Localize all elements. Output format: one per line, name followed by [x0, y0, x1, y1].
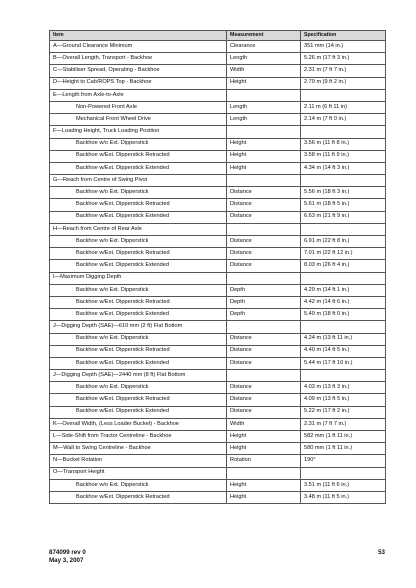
row-item: Backhoe w/o Ext. Dipperstick [50, 284, 227, 296]
row-measurement [227, 223, 301, 235]
table-row [50, 101, 386, 113]
row-item: Backhoe w/Ext. Dipperstick Extended [50, 211, 227, 223]
row-item: A—Ground Clearance Minimum [50, 41, 227, 53]
table-row [50, 138, 386, 150]
row-measurement: Height [227, 491, 301, 503]
row-item: L—Side-Shift from Tractor Centreline - Backhoe [50, 431, 227, 443]
row-specification: 5.22 m (17 ft 2 in.) [301, 406, 386, 418]
table-row [50, 89, 386, 101]
row-item: Backhoe w/Ext. Dipperstick Extended [50, 309, 227, 321]
table-row [50, 211, 386, 223]
row-item: J—Digging Depth (SAE)—2440 mm (8 ft) Flat Bottom [50, 370, 227, 382]
table-row [50, 443, 386, 455]
row-item: I—Maximum Digging Depth [50, 272, 227, 284]
row-item: Backhoe w/Ext. Dipperstick Retracted [50, 491, 227, 503]
table-row [50, 491, 386, 503]
row-specification [301, 272, 386, 284]
row-measurement: Distance [227, 345, 301, 357]
row-item: B—Overall Length, Transport - Backhoe [50, 53, 227, 65]
table-row [50, 406, 386, 418]
row-specification: 8.03 m (26 ft 4 in.) [301, 260, 386, 272]
table-row [50, 345, 386, 357]
row-specification: 6.63 m (21 ft 9 in.) [301, 211, 386, 223]
doc-date: May 3, 2007 [49, 557, 84, 565]
table-row [50, 431, 386, 443]
row-measurement: Distance [227, 236, 301, 248]
row-specification [301, 223, 386, 235]
table-row [50, 479, 386, 491]
row-item: F—Loading Height, Truck Loading Position [50, 126, 227, 138]
row-measurement [227, 321, 301, 333]
row-measurement [227, 126, 301, 138]
row-specification: 2.14 m (7 ft 0 in.) [301, 114, 386, 126]
row-specification: 6.91 m (22 ft 8 in.) [301, 236, 386, 248]
table-row [50, 418, 386, 430]
row-specification: 4.34 m (14 ft 3 in.) [301, 162, 386, 174]
row-item: Backhoe w/o Ext. Dipperstick [50, 333, 227, 345]
row-measurement: Height [227, 431, 301, 443]
row-item: Backhoe w/Ext. Dipperstick Retracted [50, 345, 227, 357]
row-measurement: Height [227, 77, 301, 89]
row-specification [301, 126, 386, 138]
row-item: Backhoe w/Ext. Dipperstick Extended [50, 260, 227, 272]
row-item: E—Length from Axle-to-Axle [50, 89, 227, 101]
table-header [50, 31, 386, 41]
table-row [50, 333, 386, 345]
row-item: Backhoe w/o Ext. Dipperstick [50, 138, 227, 150]
row-specification: 2.31 m (7 ft 7 in.) [301, 65, 386, 77]
row-item: Backhoe w/o Ext. Dipperstick [50, 479, 227, 491]
row-specification: 2.11 m (6 ft 11 in) [301, 101, 386, 113]
row-measurement: Rotation [227, 455, 301, 467]
row-item: Backhoe w/Ext. Dipperstick Extended [50, 162, 227, 174]
table-row [50, 248, 386, 260]
row-item: Backhoe w/o Ext. Dipperstick [50, 382, 227, 394]
row-specification: 5.49 m (18 ft 0 in.) [301, 309, 386, 321]
row-specification: 2.31 m (7 ft 7 in.) [301, 418, 386, 430]
row-measurement: Length [227, 114, 301, 126]
table-row [50, 382, 386, 394]
row-measurement: Distance [227, 211, 301, 223]
row-specification: 4.42 m (14 ft 6 in.) [301, 296, 386, 308]
table-row [50, 260, 386, 272]
table-row [50, 162, 386, 174]
row-measurement: Width [227, 418, 301, 430]
document-footer [49, 549, 86, 565]
row-measurement: Height [227, 150, 301, 162]
table-row [50, 126, 386, 138]
row-item: O—Transport Height [50, 467, 227, 479]
row-measurement: Height [227, 479, 301, 491]
row-item: G—Reach from Centre of Swing Pivot [50, 175, 227, 187]
row-specification [301, 321, 386, 333]
row-measurement: Distance [227, 382, 301, 394]
row-measurement: Depth [227, 309, 301, 321]
specification-table [49, 30, 386, 504]
header-item: Item [50, 31, 227, 41]
table-row [50, 53, 386, 65]
table-body [50, 41, 386, 504]
row-measurement [227, 370, 301, 382]
table-row [50, 309, 386, 321]
table-row [50, 394, 386, 406]
row-item: D—Height to Cab/ROPS Top - Backhoe [50, 77, 227, 89]
row-specification: 582 mm (1 ft 11 in.) [301, 431, 386, 443]
row-measurement: Distance [227, 357, 301, 369]
row-measurement: Distance [227, 248, 301, 260]
row-measurement: Length [227, 101, 301, 113]
row-specification: 3.48 m (11 ft 5 in.) [301, 491, 386, 503]
table-row [50, 41, 386, 53]
table-row [50, 321, 386, 333]
table-row [50, 223, 386, 235]
row-item: K—Overall Width, (Less Loader Bucket) - Backhoe [50, 418, 227, 430]
row-specification: 4.03 m (13 ft 3 in.) [301, 382, 386, 394]
table-row [50, 114, 386, 126]
row-measurement: Height [227, 162, 301, 174]
row-specification: 5.61 m (18 ft 5 in.) [301, 199, 386, 211]
row-measurement: Distance [227, 260, 301, 272]
table-row [50, 272, 386, 284]
table-row [50, 175, 386, 187]
table-row [50, 467, 386, 479]
row-measurement: Distance [227, 199, 301, 211]
row-measurement: Clearance [227, 41, 301, 53]
header-specification: Specification [301, 31, 386, 41]
row-specification [301, 175, 386, 187]
row-item: Backhoe w/Ext. Dipperstick Extended [50, 357, 227, 369]
row-item: Backhoe w/Ext. Dipperstick Retracted [50, 150, 227, 162]
row-item: Backhoe w/Ext. Dipperstick Retracted [50, 248, 227, 260]
table-row [50, 236, 386, 248]
table-row [50, 150, 386, 162]
row-measurement: Height [227, 443, 301, 455]
row-measurement: Depth [227, 284, 301, 296]
row-item: Backhoe w/Ext. Dipperstick Retracted [50, 199, 227, 211]
row-item: H—Reach from Centre of Rear Axle [50, 223, 227, 235]
row-specification: 5.26 m (17 ft 3 in.) [301, 53, 386, 65]
table-row [50, 357, 386, 369]
table-row [50, 370, 386, 382]
row-specification: 580 mm (1 ft 11 in.) [301, 443, 386, 455]
table-row [50, 199, 386, 211]
row-specification: 351 mm (14 in.) [301, 41, 386, 53]
row-specification [301, 370, 386, 382]
table-row [50, 296, 386, 308]
row-specification: 4.29 m (14 ft 1 in.) [301, 284, 386, 296]
page-number: 53 [378, 549, 385, 556]
table-row [50, 284, 386, 296]
row-item: Backhoe w/Ext. Dipperstick Retracted [50, 394, 227, 406]
row-specification [301, 89, 386, 101]
row-measurement [227, 175, 301, 187]
row-measurement: Distance [227, 187, 301, 199]
row-specification: 3.56 m (11 ft 8 in.) [301, 138, 386, 150]
row-item: Mechanical Front Wheel Drive [50, 114, 227, 126]
row-item: C—Stabiliser Spread, Operating - Backhoe [50, 65, 227, 77]
row-specification: 4.24 m (13 ft 11 in.) [301, 333, 386, 345]
row-specification: 7.01 m (22 ft 12 in.) [301, 248, 386, 260]
header-measurement: Measurement [227, 31, 301, 41]
row-specification: 4.40 m (14 ft 5 in.) [301, 345, 386, 357]
row-item: Backhoe w/Ext. Dipperstick Extended [50, 406, 227, 418]
row-measurement: Distance [227, 333, 301, 345]
row-measurement [227, 467, 301, 479]
row-measurement: Distance [227, 394, 301, 406]
row-specification: 5.44 m (17 ft 10 in.) [301, 357, 386, 369]
doc-number: 874099 rev 0 [49, 549, 86, 556]
table-row [50, 77, 386, 89]
row-item: Backhoe w/Ext. Dipperstick Retracted [50, 296, 227, 308]
row-specification: 4.09 m (13 ft 5 in.) [301, 394, 386, 406]
table-row [50, 65, 386, 77]
row-item: Backhoe w/o Ext. Dipperstick [50, 187, 227, 199]
row-specification: 5.56 m (18 ft 3 in.) [301, 187, 386, 199]
row-measurement: Width [227, 65, 301, 77]
table-row [50, 455, 386, 467]
row-specification: 190° [301, 455, 386, 467]
row-measurement: Height [227, 138, 301, 150]
row-specification: 2.79 m (9 ft 2 in.) [301, 77, 386, 89]
table-row [50, 187, 386, 199]
row-specification: 3.58 m (11 ft 9 in.) [301, 150, 386, 162]
row-measurement [227, 272, 301, 284]
row-measurement: Length [227, 53, 301, 65]
row-specification [301, 467, 386, 479]
row-measurement: Distance [227, 406, 301, 418]
row-measurement: Depth [227, 296, 301, 308]
row-item: N—Bucket Rotation [50, 455, 227, 467]
row-item: Non-Powered Front Axle [50, 101, 227, 113]
row-specification: 3.51 m (11 ft 6 in.) [301, 479, 386, 491]
row-item: M—Wall to Swing Centreline - Backhoe [50, 443, 227, 455]
header-row [50, 31, 386, 41]
row-item: Backhoe w/o Ext. Dipperstick [50, 236, 227, 248]
row-measurement [227, 89, 301, 101]
row-item: J—Digging Depth (SAE)—610 mm (2 ft) Flat Bottom [50, 321, 227, 333]
